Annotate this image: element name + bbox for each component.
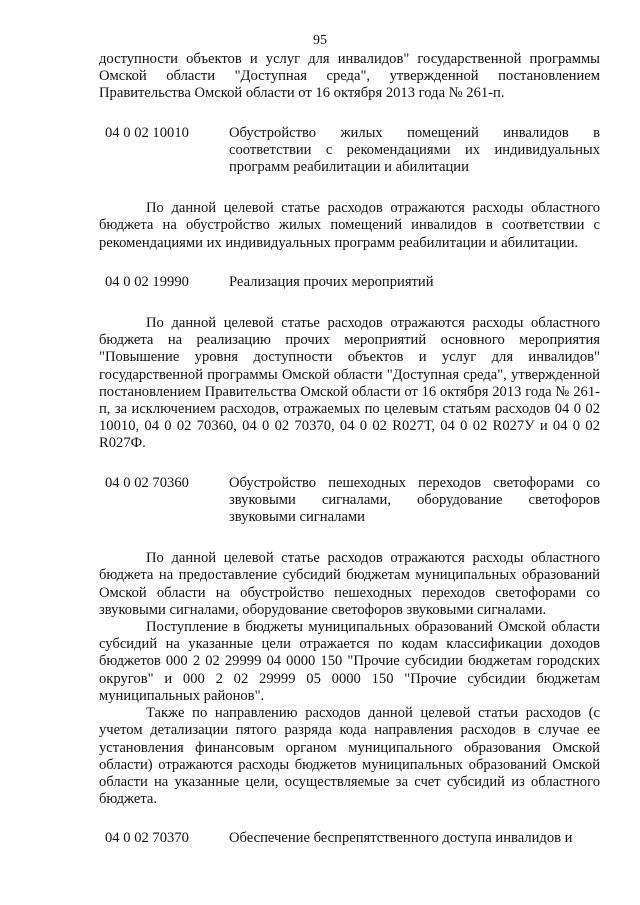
budget-item-70370 (99, 830, 600, 847)
page-number: 95 (313, 33, 327, 48)
budget-code: 04 0 02 19990 (105, 273, 189, 290)
paragraph-revenue: Поступление в бюджеты муниципальных образований Омской области субсидий на указанные цели отражается по кодам классификации доходов бюджетов 000 2 02 29999 04 0000 150 "Прочие субсидии бюджетам городских округов" и 000 2 02 29999 05 0000 150 "Прочие субсидии бюджетам муниципальных районов". (99, 619, 600, 704)
paragraph-continuation: доступности объектов и услуг для инвалидов" государственной программы Омской области "Доступная среда", утвержденной постановлением Правительства Омской области от 16 октября 2013 года № 261-п. (99, 51, 600, 102)
budget-item-title: Реализация прочих мероприятий (229, 273, 434, 290)
budget-item-title: Обеспечение беспрепятственного доступа инвалидов и (229, 830, 573, 847)
budget-item-70360 (99, 475, 600, 527)
budget-item-title: Обустройство жилых помещений инвалидов в соответствии с рекомендациями их индивидуальных программ реабилитации и абилитации (229, 124, 600, 176)
paragraph-municipal: Также по направлению расходов данной целевой статьи расходов (с учетом детализации пятого разряда кода направления расходов в случае ее установления финансовым органом муниципального образования Омской области) отражаются расходы бюджетов муниципальных образований Омской области на указанные цели, осуществляемые за счет субсидий из областного бюджета. (99, 705, 600, 808)
budget-code: 04 0 02 70370 (105, 830, 189, 847)
paragraph-description: По данной целевой статье расходов отражаются расходы областного бюджета на реализацию прочих мероприятий основного мероприятия "Повышение уровня доступности объектов и услуг для инвалидов" государственной программы Омской области "Доступная среда", утвержденной постановлением Правительства Омской области от 16 октября 2013 года № 261-п, за исключением расходов, отражаемых по целевым статьям расходов 04 0 02 10010, 04 0 02 70360, 04 0 02 70370, 04 0 02 R027Т, 04 0 02 R027У и 04 0 02 R027Ф. (99, 315, 600, 452)
budget-item-10010 (99, 125, 600, 177)
paragraph-description: По данной целевой статье расходов отражаются расходы областного бюджета на обустройство жилых помещений инвалидов в соответствии с рекомендациями их индивидуальных программ реабилитации и абилитации. (99, 200, 600, 251)
paragraph-description: По данной целевой статье расходов отражаются расходы областного бюджета на предоставление субсидий бюджетам муниципальных образований Омской области на обустройство пешеходных переходов светофорами со звуковыми сигналами, оборудование светофоров звуковыми сигналами. (99, 550, 600, 618)
budget-code: 04 0 02 10010 (105, 124, 189, 141)
budget-item-title: Обустройство пешеходных переходов светофорами со звуковыми сигналами, оборудование светофоров звуковыми сигналами (229, 474, 600, 526)
document-body (99, 51, 600, 848)
budget-item-19990 (99, 274, 600, 291)
budget-code: 04 0 02 70360 (105, 474, 189, 491)
